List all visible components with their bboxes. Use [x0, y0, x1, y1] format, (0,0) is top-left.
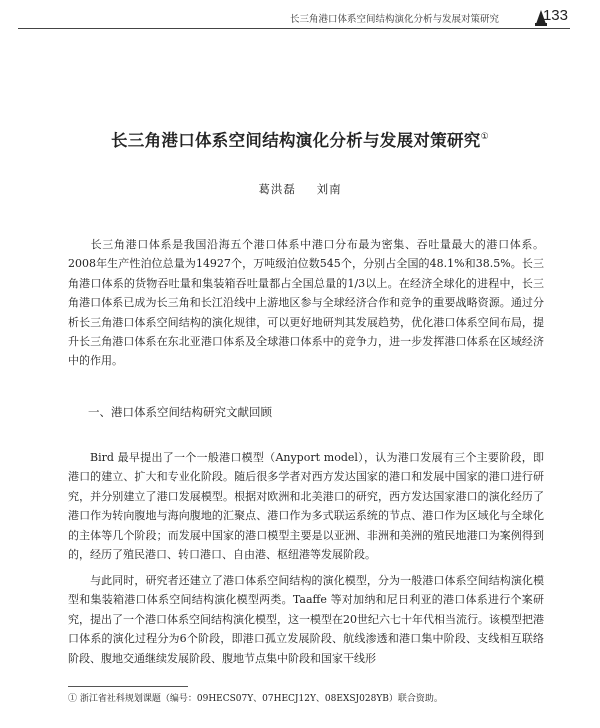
footnote-divider [68, 686, 188, 687]
body-paragraph [68, 448, 544, 564]
page-number: 133 [542, 7, 568, 24]
running-header [230, 6, 570, 28]
paragraph-text: 长三角港口体系是我国沿海五个港口体系中港口分布最为密集、吞吐量最大的港口体系。2008年生产性泊位总量为14927个，万吨级泊位数545个，分别占全国的48.1%和38.5%。长三角港口体系的货物吞吐量和集装箱吞吐量都占全国总量的1/3以上。在经济全球化的进程中，长三角港口体系已成为长三角和长江沿线中上游地区参与全球经济合作和竞争的重要战略资源。通过分析长三角港口体系空间结构的演化规律，可以更好地研判其发展趋势，优化港口体系空间布局，提升长三角港口体系在东北亚港口体系及全球港口体系中的竞争力，进一步发挥港口体系在区域经济中的作用。 [68, 238, 544, 368]
article-title [0, 127, 600, 151]
article-title-text: 长三角港口体系空间结构演化分析与发展对策研究 [111, 131, 481, 150]
section-heading: 一、港口体系空间结构研究文献回顾 [88, 405, 272, 419]
paragraph-text: 与此同时，研究者还建立了港口体系空间结构的演化模型，分为一般港口体系空间结构演化模型和集装箱港口体系空间结构演化模型两类。Taaffe 等对加纳和尼日利亚的港口体系进行个案研究，提出了一个港口体系空间结构演化模型，这一模型在20世纪六七十年代相当流行。该模型把港口体系的演化过程分为6个阶段，即港口孤立发展阶段、航线渗透和港口集中阶段、支线相互联络阶段、腹地交通继续发展阶段、腹地节点集中阶段和国家干线形 [68, 574, 544, 665]
title-footnote-mark[interactable]: ① [480, 132, 489, 142]
author-line [0, 181, 600, 197]
paragraph-text: Bird 最早提出了一个一般港口模型（Anyport model），认为港口发展有三个主要阶段，即港口的建立、扩大和专业化阶段。随后很多学者对西方发达国家的港口和发展中国家的港口进行研究，并分别建立了港口发展模型。根据对欧洲和北美港口的研究，西方发达国家港口的演化经历了港口作为转向腹地与海向腹地的汇聚点、港口作为多式联运系统的节点、港口作为区域化与全球化的主体等几个阶段；而发展中国家的港口模型主要是以亚洲、非洲和美洲的殖民地港口为案例得到的，经历了殖民港口、转口港口、自由港、枢纽港等发展阶段。 [68, 451, 544, 562]
author-name: 葛洪磊 [258, 182, 296, 196]
body-paragraph [68, 571, 544, 668]
author-name: 刘南 [316, 182, 342, 196]
body-paragraph [68, 235, 544, 371]
header-divider [18, 28, 570, 29]
running-title: 长三角港口体系空间结构演化分析与发展对策研究 [290, 14, 500, 25]
footnote: ① 浙江省社科规划课题（编号：09HECS07Y、07HECJ12Y、08EXSJ028YB）联合资助。 [68, 694, 443, 704]
